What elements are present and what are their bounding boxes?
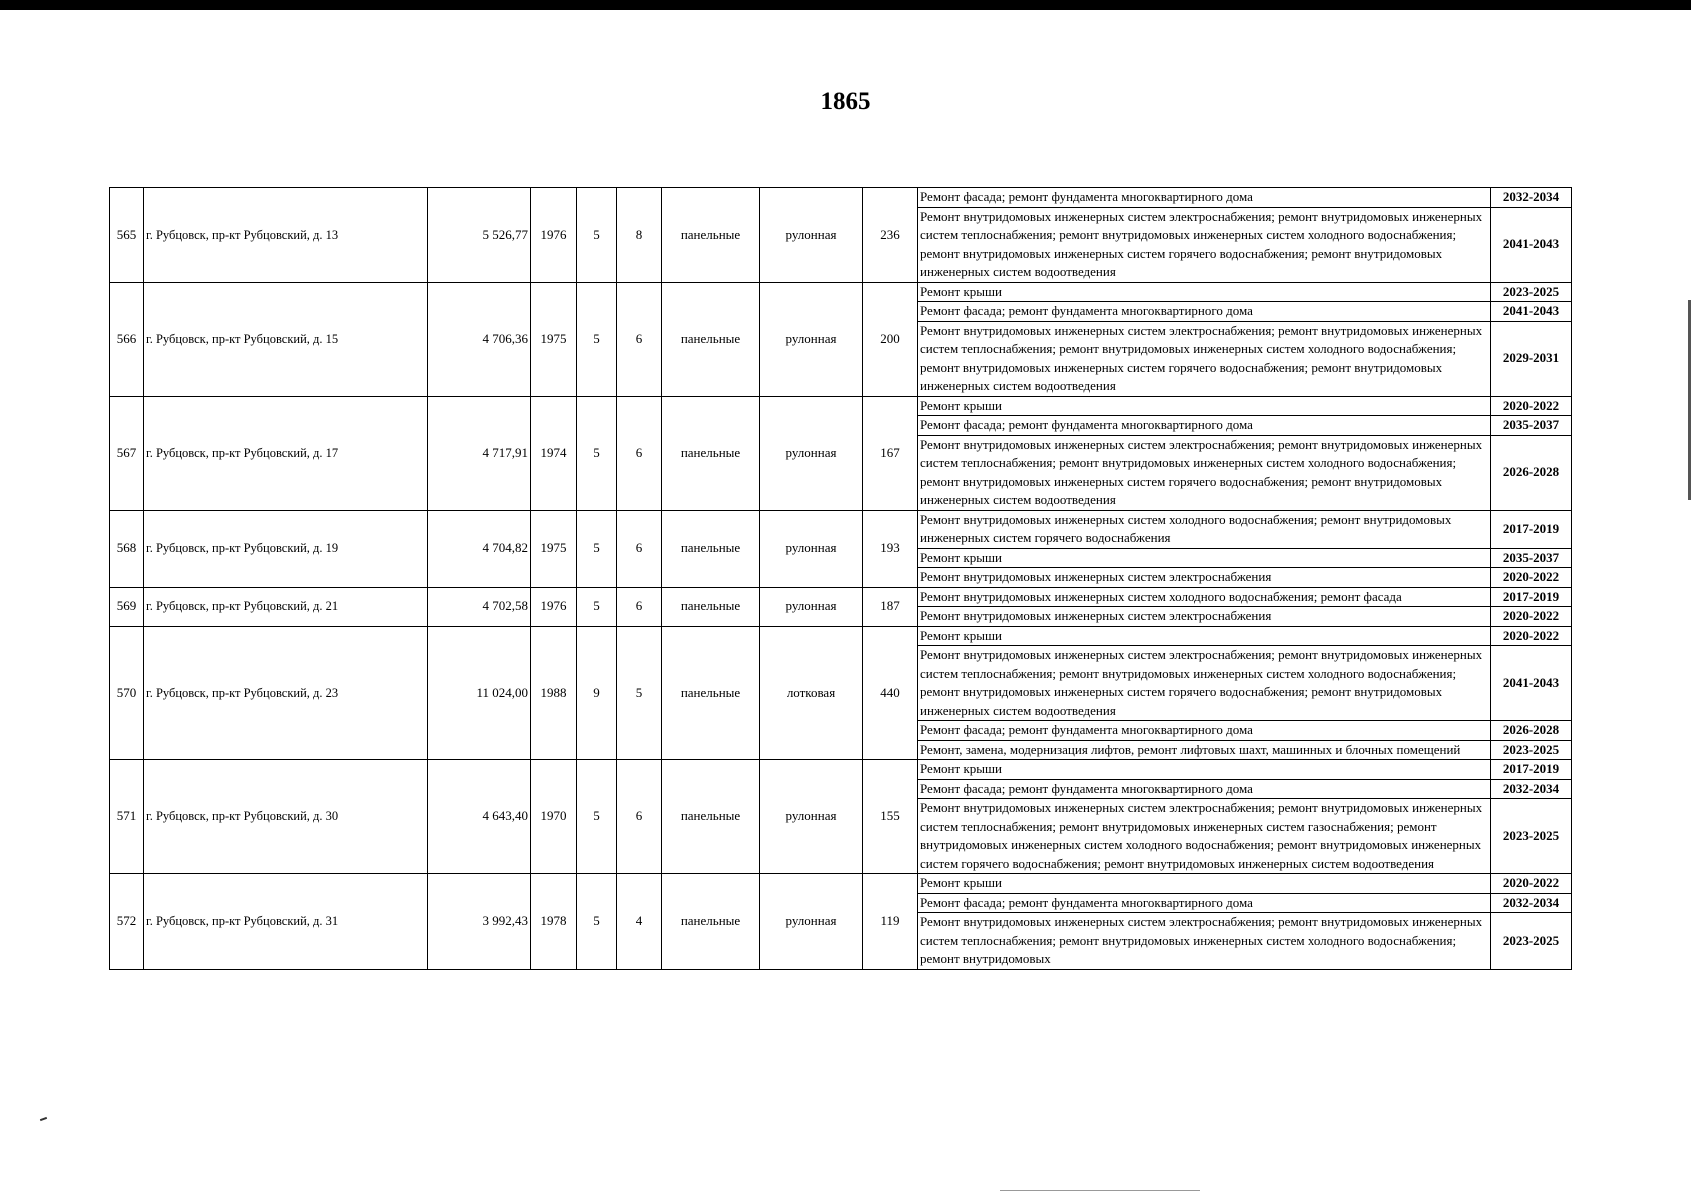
wall-material-cell: панельные bbox=[662, 587, 760, 626]
wall-material-cell: панельные bbox=[662, 626, 760, 760]
work-description-cell: Ремонт крыши bbox=[918, 626, 1491, 646]
work-period-cell: 2023-2025 bbox=[1491, 282, 1572, 302]
residents-cell: 167 bbox=[863, 396, 918, 510]
work-description-cell: Ремонт внутридомовых инженерных систем электроснабжения; ремонт внутридомовых инженерных систем теплоснабжения; ремонт внутридомовых инженерных систем холодного водоснабжения; ремонт внутридомовых инженерных систем горячего водоснабжения; ремонт внутридомовых инженерных систем водоотведения bbox=[918, 646, 1491, 721]
residents-cell: 193 bbox=[863, 510, 918, 587]
scan-line bbox=[1000, 1190, 1200, 1191]
residents-cell: 236 bbox=[863, 188, 918, 283]
work-description-cell: Ремонт внутридомовых инженерных систем электроснабжения; ремонт внутридомовых инженерных систем теплоснабжения; ремонт внутридомовых инженерных систем холодного водоснабжения; ремонт внутридомовых инженерных систем горячего водоснабжения; ремонт внутридомовых инженерных систем водоотведения bbox=[918, 321, 1491, 396]
page-number: 1865 bbox=[820, 88, 871, 115]
entrances-cell: 6 bbox=[617, 396, 662, 510]
work-description-cell: Ремонт внутридомовых инженерных систем холодного водоснабжения; ремонт внутридомовых инженерных систем горячего водоснабжения bbox=[918, 510, 1491, 548]
build-year-cell: 1978 bbox=[531, 874, 577, 970]
work-period-cell: 2032-2034 bbox=[1491, 188, 1572, 208]
total-area-cell: 11 024,00 bbox=[428, 626, 531, 760]
total-area-cell: 4 717,91 bbox=[428, 396, 531, 510]
total-area-cell: 4 702,58 bbox=[428, 587, 531, 626]
scan-border bbox=[0, 0, 1691, 10]
wall-material-cell: панельные bbox=[662, 396, 760, 510]
entrances-cell: 5 bbox=[617, 626, 662, 760]
work-period-cell: 2032-2034 bbox=[1491, 779, 1572, 799]
total-area-cell: 5 526,77 bbox=[428, 188, 531, 283]
work-period-cell: 2029-2031 bbox=[1491, 321, 1572, 396]
build-year-cell: 1976 bbox=[531, 188, 577, 283]
work-period-cell: 2026-2028 bbox=[1491, 721, 1572, 741]
residents-cell: 119 bbox=[863, 874, 918, 970]
work-period-cell: 2017-2019 bbox=[1491, 760, 1572, 780]
entrances-cell: 6 bbox=[617, 587, 662, 626]
table-row bbox=[110, 396, 1572, 416]
work-description-cell: Ремонт крыши bbox=[918, 874, 1491, 894]
entrances-cell: 6 bbox=[617, 760, 662, 874]
entrances-cell: 6 bbox=[617, 282, 662, 396]
build-year-cell: 1974 bbox=[531, 396, 577, 510]
repair-schedule-table bbox=[109, 187, 1572, 970]
table-row bbox=[110, 282, 1572, 302]
work-description-cell: Ремонт фасада; ремонт фундамента многоквартирного дома bbox=[918, 893, 1491, 913]
address-cell: г. Рубцовск, пр-кт Рубцовский, д. 30 bbox=[144, 760, 428, 874]
work-period-cell: 2026-2028 bbox=[1491, 435, 1572, 510]
roof-type-cell: рулонная bbox=[760, 874, 863, 970]
row-number-cell: 566 bbox=[110, 282, 144, 396]
total-area-cell: 3 992,43 bbox=[428, 874, 531, 970]
floors-cell: 5 bbox=[577, 188, 617, 283]
address-cell: г. Рубцовск, пр-кт Рубцовский, д. 15 bbox=[144, 282, 428, 396]
work-period-cell: 2035-2037 bbox=[1491, 416, 1572, 436]
table-row bbox=[110, 626, 1572, 646]
floors-cell: 5 bbox=[577, 874, 617, 970]
residents-cell: 200 bbox=[863, 282, 918, 396]
work-period-cell: 2017-2019 bbox=[1491, 510, 1572, 548]
work-description-cell: Ремонт фасада; ремонт фундамента многоквартирного дома bbox=[918, 302, 1491, 322]
total-area-cell: 4 643,40 bbox=[428, 760, 531, 874]
wall-material-cell: панельные bbox=[662, 188, 760, 283]
work-period-cell: 2023-2025 bbox=[1491, 799, 1572, 874]
total-area-cell: 4 706,36 bbox=[428, 282, 531, 396]
build-year-cell: 1976 bbox=[531, 587, 577, 626]
build-year-cell: 1970 bbox=[531, 760, 577, 874]
work-description-cell: Ремонт, замена, модернизация лифтов, ремонт лифтовых шахт, машинных и блочных помещений bbox=[918, 740, 1491, 760]
wall-material-cell: панельные bbox=[662, 874, 760, 970]
entrances-cell: 8 bbox=[617, 188, 662, 283]
entrances-cell: 4 bbox=[617, 874, 662, 970]
work-description-cell: Ремонт внутридомовых инженерных систем электроснабжения bbox=[918, 568, 1491, 588]
work-description-cell: Ремонт крыши bbox=[918, 396, 1491, 416]
work-period-cell: 2020-2022 bbox=[1491, 626, 1572, 646]
work-period-cell: 2020-2022 bbox=[1491, 607, 1572, 627]
work-description-cell: Ремонт крыши bbox=[918, 548, 1491, 568]
floors-cell: 5 bbox=[577, 587, 617, 626]
wall-material-cell: панельные bbox=[662, 760, 760, 874]
roof-type-cell: рулонная bbox=[760, 760, 863, 874]
floors-cell: 5 bbox=[577, 760, 617, 874]
residents-cell: 440 bbox=[863, 626, 918, 760]
work-description-cell: Ремонт внутридомовых инженерных систем электроснабжения; ремонт внутридомовых инженерных систем теплоснабжения; ремонт внутридомовых инженерных систем газоснабжения; ремонт внутридомовых инженерных систем холодного водоснабжения; ремонт внутридомовых инженерных систем горячего водоснабжения; ремонт внутридомовых инженерных систем водоотведения bbox=[918, 799, 1491, 874]
wall-material-cell: панельные bbox=[662, 510, 760, 587]
work-description-cell: Ремонт фасада; ремонт фундамента многоквартирного дома bbox=[918, 188, 1491, 208]
roof-type-cell: лотковая bbox=[760, 626, 863, 760]
row-number-cell: 567 bbox=[110, 396, 144, 510]
roof-type-cell: рулонная bbox=[760, 510, 863, 587]
address-cell: г. Рубцовск, пр-кт Рубцовский, д. 13 bbox=[144, 188, 428, 283]
work-description-cell: Ремонт крыши bbox=[918, 760, 1491, 780]
floors-cell: 5 bbox=[577, 282, 617, 396]
work-description-cell: Ремонт крыши bbox=[918, 282, 1491, 302]
address-cell: г. Рубцовск, пр-кт Рубцовский, д. 31 bbox=[144, 874, 428, 970]
residents-cell: 187 bbox=[863, 587, 918, 626]
floors-cell: 5 bbox=[577, 510, 617, 587]
floors-cell: 5 bbox=[577, 396, 617, 510]
table-row bbox=[110, 874, 1572, 894]
work-period-cell: 2035-2037 bbox=[1491, 548, 1572, 568]
row-number-cell: 568 bbox=[110, 510, 144, 587]
address-cell: г. Рубцовск, пр-кт Рубцовский, д. 23 bbox=[144, 626, 428, 760]
build-year-cell: 1988 bbox=[531, 626, 577, 760]
work-description-cell: Ремонт фасада; ремонт фундамента многоквартирного дома bbox=[918, 416, 1491, 436]
address-cell: г. Рубцовск, пр-кт Рубцовский, д. 19 bbox=[144, 510, 428, 587]
row-number-cell: 572 bbox=[110, 874, 144, 970]
work-period-cell: 2020-2022 bbox=[1491, 396, 1572, 416]
address-cell: г. Рубцовск, пр-кт Рубцовский, д. 17 bbox=[144, 396, 428, 510]
work-description-cell: Ремонт фасада; ремонт фундамента многоквартирного дома bbox=[918, 721, 1491, 741]
work-description-cell: Ремонт внутридомовых инженерных систем электроснабжения; ремонт внутридомовых инженерных систем теплоснабжения; ремонт внутридомовых инженерных систем холодного водоснабжения; ремонт внутридомовых bbox=[918, 913, 1491, 970]
work-period-cell: 2017-2019 bbox=[1491, 587, 1572, 607]
row-number-cell: 565 bbox=[110, 188, 144, 283]
row-number-cell: 570 bbox=[110, 626, 144, 760]
table-row bbox=[110, 188, 1572, 208]
row-number-cell: 571 bbox=[110, 760, 144, 874]
work-period-cell: 2020-2022 bbox=[1491, 874, 1572, 894]
work-description-cell: Ремонт внутридомовых инженерных систем электроснабжения; ремонт внутридомовых инженерных систем теплоснабжения; ремонт внутридомовых инженерных систем холодного водоснабжения; ремонт внутридомовых инженерных систем горячего водоснабжения; ремонт внутридомовых инженерных систем водоотведения bbox=[918, 435, 1491, 510]
table-row bbox=[110, 587, 1572, 607]
work-period-cell: 2023-2025 bbox=[1491, 913, 1572, 970]
entrances-cell: 6 bbox=[617, 510, 662, 587]
table-row bbox=[110, 760, 1572, 780]
work-description-cell: Ремонт внутридомовых инженерных систем электроснабжения; ремонт внутридомовых инженерных систем теплоснабжения; ремонт внутридомовых инженерных систем холодного водоснабжения; ремонт внутридомовых инженерных систем горячего водоснабжения; ремонт внутридомовых инженерных систем водоотведения bbox=[918, 207, 1491, 282]
work-description-cell: Ремонт внутридомовых инженерных систем электроснабжения bbox=[918, 607, 1491, 627]
row-number-cell: 569 bbox=[110, 587, 144, 626]
address-cell: г. Рубцовск, пр-кт Рубцовский, д. 21 bbox=[144, 587, 428, 626]
roof-type-cell: рулонная bbox=[760, 282, 863, 396]
build-year-cell: 1975 bbox=[531, 510, 577, 587]
residents-cell: 155 bbox=[863, 760, 918, 874]
work-period-cell: 2041-2043 bbox=[1491, 207, 1572, 282]
floors-cell: 9 bbox=[577, 626, 617, 760]
scan-speck bbox=[40, 1117, 47, 1121]
work-description-cell: Ремонт фасада; ремонт фундамента многоквартирного дома bbox=[918, 779, 1491, 799]
roof-type-cell: рулонная bbox=[760, 188, 863, 283]
work-description-cell: Ремонт внутридомовых инженерных систем холодного водоснабжения; ремонт фасада bbox=[918, 587, 1491, 607]
work-period-cell: 2041-2043 bbox=[1491, 646, 1572, 721]
wall-material-cell: панельные bbox=[662, 282, 760, 396]
table-row bbox=[110, 510, 1572, 548]
build-year-cell: 1975 bbox=[531, 282, 577, 396]
total-area-cell: 4 704,82 bbox=[428, 510, 531, 587]
work-period-cell: 2023-2025 bbox=[1491, 740, 1572, 760]
roof-type-cell: рулонная bbox=[760, 396, 863, 510]
roof-type-cell: рулонная bbox=[760, 587, 863, 626]
work-period-cell: 2032-2034 bbox=[1491, 893, 1572, 913]
work-period-cell: 2041-2043 bbox=[1491, 302, 1572, 322]
work-period-cell: 2020-2022 bbox=[1491, 568, 1572, 588]
